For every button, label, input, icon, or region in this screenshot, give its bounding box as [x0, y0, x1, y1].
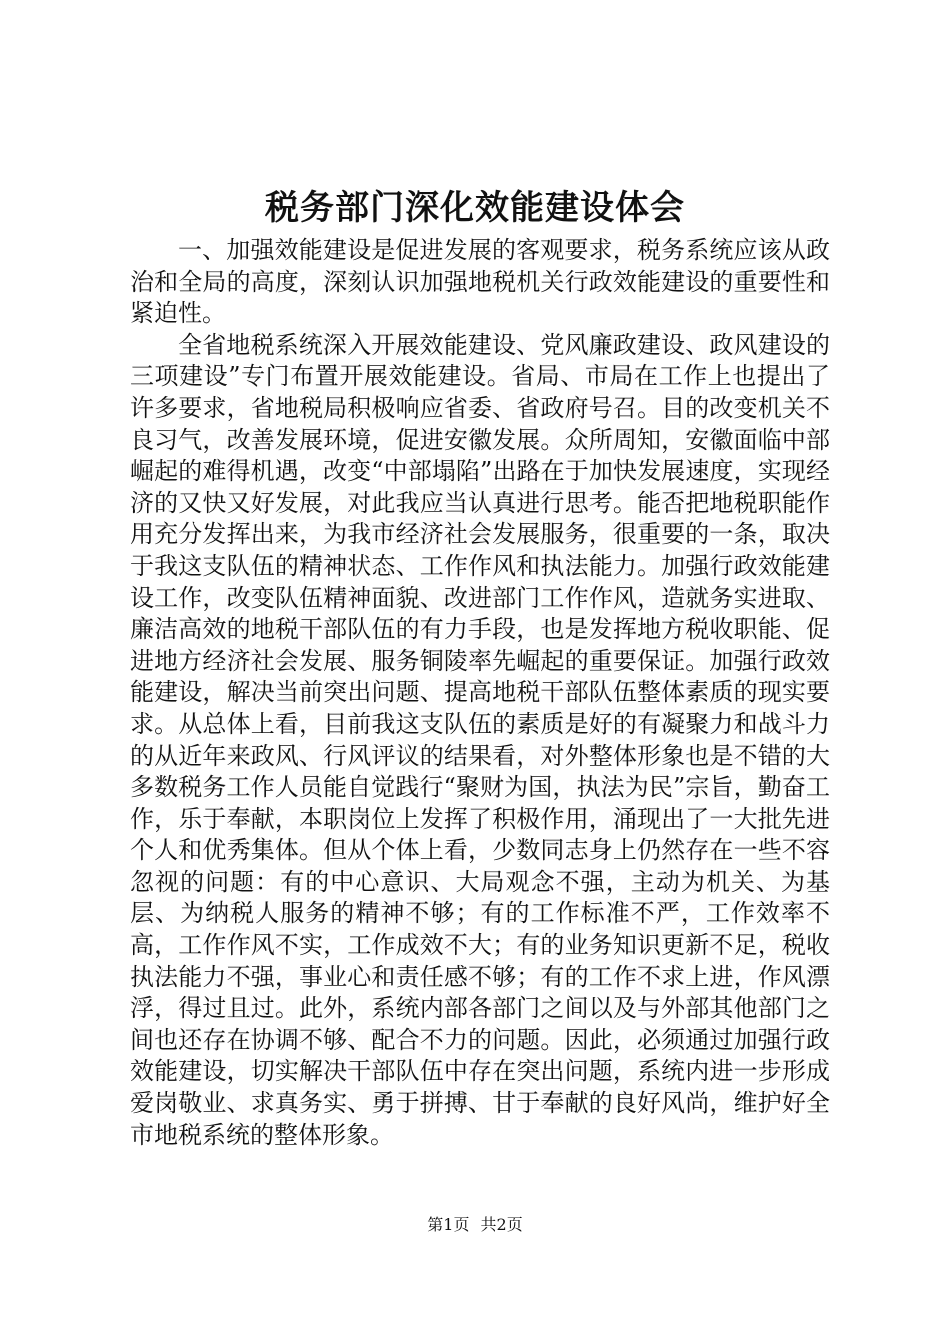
paragraph-2: 全省地税系统深入开展效能建设、党风廉政建设、政风建设的三项建设”专门布置开展效能建设。省局、市局在工作上也提出了许多要求，省地税局积极响应省委、省政府号召。目的改变机关不良习气，改善发展环境，促进安徽发展。众所周知，安徽面临中部崛起的难得机遇，改变“中部塌陷”出路在于加快发展速度，实现经济的又快又好发展，对此我应当认真进行思考。能否把地税职能作用充分发挥出来，为我市经济社会发展服务，很重要的一条，取决于我这支队伍的精神状态、工作作风和执法能力。加强行政效能建设工作，改变队伍精神面貌、改进部门工作作风，造就务实进取、廉洁高效的地税干部队伍的有力手段，也是发挥地方税收职能、促进地方经济社会发展、服务铜陵率先崛起的重要保证。加强行政效能建设，解决当前突出问题、提高地税干部队伍整体素质的现实要求。从总体上看，目前我这支队伍的素质是好的有凝聚力和战斗力的从近年来政风、行风评议的结果看，对外整体形象也是不错的大多数税务工作人员能自觉践行“聚财为国，执法为民”宗旨，勤奋工作，乐于奉献，本职岗位上发挥了积极作用，涌现出了一大批先进个人和优秀集体。但从个体上看，少数同志身上仍然存在一些不容忽视的问题：有的中心意识、大局观念不强，主动为机关、为基层、为纳税人服务的精神不够；有的工作标准不严，工作效率不高，工作作风不实，工作成效不大；有的业务知识更新不足，税收执法能力不强，事业心和责任感不够；有的工作不求上进，作风漂浮，得过且过。此外，系统内部各部门之间以及与外部其他部门之间也还存在协调不够、配合不力的问题。因此，必须通过加强行政效能建设，切实解决干部队伍中存在突出问题，系统内进一步形成爱岗敬业、求真务实、勇于拼搏、甘于奉献的良好风尚，维护好全市地税系统的整体形象。: [130, 330, 830, 1149]
page-footer: [0, 1213, 950, 1237]
document-body: [130, 235, 830, 1151]
page-number-total: 共2页: [480, 1215, 523, 1234]
paragraph-1: 一、加强效能建设是促进发展的客观要求，税务系统应该从政治和全局的高度，深刻认识加强地税机关行政效能建设的重要性和紧迫性。: [130, 236, 830, 328]
document-title: 税务部门深化效能建设体会: [265, 188, 685, 228]
page-number-current: 第1页: [427, 1215, 470, 1234]
